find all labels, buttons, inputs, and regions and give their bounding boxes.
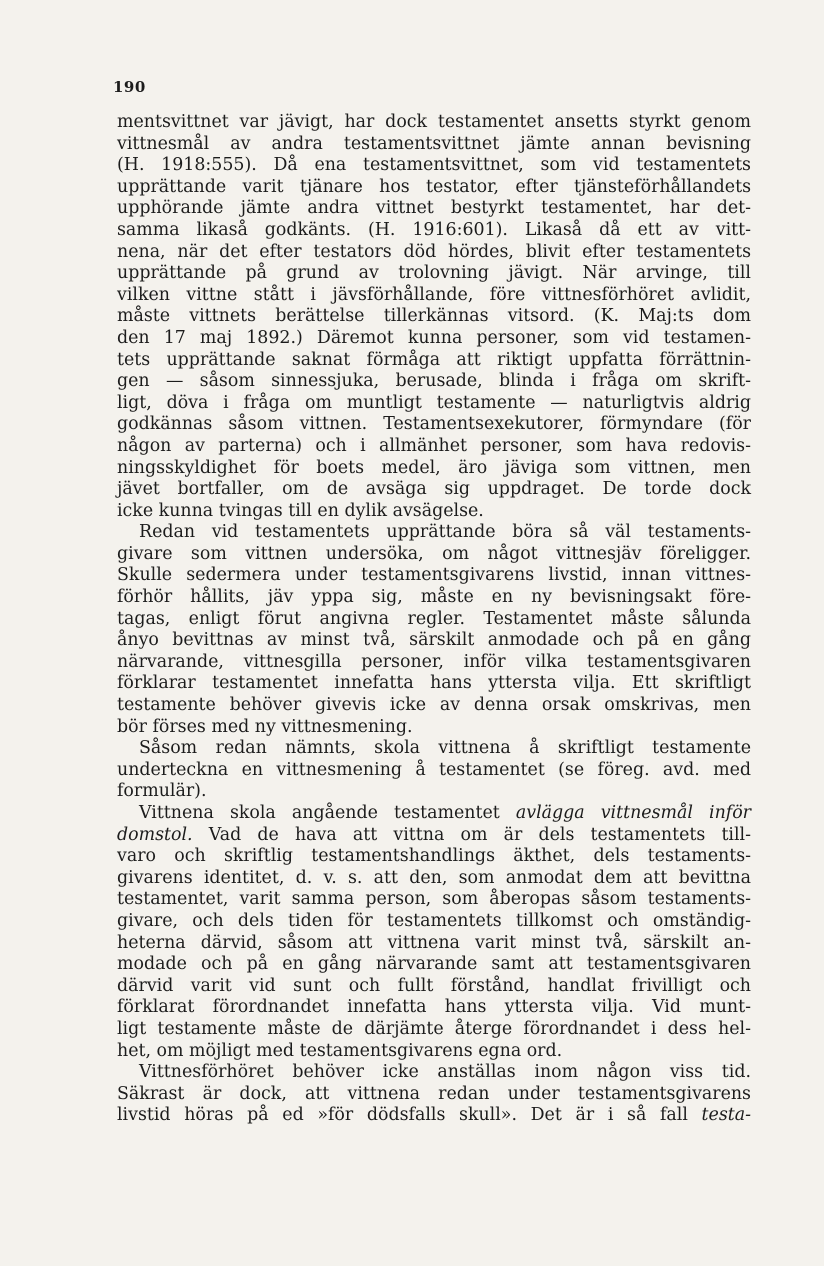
text-line: underteckna en vittnesmening å testamentet (se föreg. avd. med — [117, 759, 751, 780]
text-line: förklarat förordnandet innefatta hans yttersta vilja. Vid munt- — [117, 997, 751, 1018]
text-line: domstol. Vad de hava att vittna om är dels testamentets till- — [117, 824, 751, 845]
italic-text: domstol. — [117, 824, 193, 845]
text-line: jävet bortfaller, om de avsäga sig uppdraget. De torde dock — [117, 479, 751, 500]
text-line: formulär). — [117, 781, 207, 802]
text-line: tagas, enligt förut angivna regler. Testamentet måste sålunda — [117, 608, 751, 629]
text-line: därvid varit vid sunt och fullt förstånd, handlat frivilligt och — [117, 975, 751, 996]
italic-text: testa- — [701, 1105, 751, 1126]
text-line: ligt testamente måste de därjämte återge förordnandet i dess hel- — [117, 1018, 751, 1039]
text-line: ningsskyldighet för boets medel, äro jäviga som vittnen, men — [117, 457, 751, 478]
text-line: mentsvittnet var jävigt, har dock testamentet ansetts styrkt genom — [117, 112, 751, 132]
paragraph — [117, 522, 751, 738]
text-line: nena, när det efter testators död hördes, blivit efter testamentets — [117, 241, 751, 262]
text-line: förhör hållits, jäv yppa sig, måste en ny bevisningsakt före- — [117, 587, 751, 608]
body-text — [117, 112, 751, 1127]
text-line: Såsom redan nämnts, skola vittnena å skriftligt testamente — [139, 738, 751, 759]
text-line: heterna därvid, såsom att vittnena varit minst två, särskilt an- — [117, 932, 751, 953]
paragraph — [117, 112, 751, 522]
text-line: vilken vittne stått i jävsförhållande, före vittnesförhöret avlidit, — [117, 284, 751, 305]
text-line: samma likaså godkänts. (H. 1916:601). Likaså då ett av vitt- — [117, 219, 751, 240]
text-line: upphörande jämte andra vittnet bestyrkt testamentet, har det- — [117, 198, 751, 219]
text-line: den 17 maj 1892.) Däremot kunna personer, som vid testamen- — [117, 327, 751, 348]
text-line: Redan vid testamentets upprättande böra så väl testaments- — [139, 522, 751, 543]
text-line: testamente behöver givevis icke av denna orsak omskrivas, men — [117, 695, 751, 716]
text-line: närvarande, vittnesgilla personer, inför vilka testamentsgivaren — [117, 651, 751, 672]
text-line: måste vittnets berättelse tillerkännas vitsord. (K. Maj:ts dom — [117, 306, 751, 327]
text-line: tets upprättande saknat förmåga att riktigt uppfatta förrättnin- — [117, 349, 751, 370]
text-line: (H. 1918:555). Då ena testamentsvittnet, som vid testamentets — [117, 155, 751, 176]
text-line: het, om möjligt med testamentsgivarens egna ord. — [117, 1040, 563, 1061]
text-line: givare som vittnen undersöka, om något vittnesjäv föreligger. — [117, 543, 751, 564]
text-line: godkännas såsom vittnen. Testamentsexekutorer, förmyndare (för — [117, 414, 751, 435]
text-line: varo och skriftlig testamentshandlings äkthet, dels testaments- — [117, 846, 751, 867]
text-line: livstid höras på ed »för dödsfalls skull». Det är i så fall testa- — [117, 1105, 751, 1126]
text-line: Skulle sedermera under testamentsgivarens livstid, innan vittnes- — [117, 565, 751, 586]
paragraph — [117, 1062, 751, 1127]
text-line: Vittnesförhöret behöver icke anställas inom någon viss tid. — [139, 1062, 751, 1083]
text-line: upprättande på grund av trolovning jävigt. När arvinge, till — [117, 263, 751, 284]
text-line: ånyo bevittnas av minst två, särskilt anmodade och på en gång — [117, 630, 751, 651]
paragraph — [117, 738, 751, 803]
text-line: upprättande varit tjänare hos testator, efter tjänsteförhållandets — [117, 176, 751, 197]
text-line: någon av parterna) och i allmänhet personer, som hava redovis- — [117, 435, 751, 456]
paragraph — [117, 803, 751, 1062]
text-line: bör förses med ny vittnesmening. — [117, 716, 413, 737]
text-line: gen — såsom sinnessjuka, berusade, blinda i fråga om skrift- — [117, 371, 751, 392]
text-line: givare, och dels tiden för testamentets tillkomst och omständig- — [117, 910, 751, 931]
text-line: förklarar testamentet innefatta hans yttersta vilja. Ett skriftligt — [117, 673, 751, 694]
text-line: givarens identitet, d. v. s. att den, som anmodat dem att bevittna — [117, 867, 751, 888]
text-line: Vittnena skola angående testamentet avlägga vittnesmål inför — [139, 803, 751, 823]
text-line: modade och på en gång närvarande samt att testamentsgivaren — [117, 954, 751, 975]
text-line: icke kunna tvingas till en dylik avsägelse. — [117, 500, 484, 521]
text-line: Säkrast är dock, att vittnena redan under testamentsgivarens — [117, 1083, 751, 1104]
italic-text: avlägga vittnesmål inför — [515, 803, 751, 823]
text-line: ligt, döva i fråga om muntligt testamente — naturligtvis aldrig — [117, 392, 751, 413]
text-line: testamentet, varit samma person, som åberopas såsom testaments- — [117, 889, 751, 910]
page-number: 190 — [113, 78, 146, 96]
text-line: vittnesmål av andra testamentsvittnet jämte annan bevisning — [117, 133, 751, 154]
